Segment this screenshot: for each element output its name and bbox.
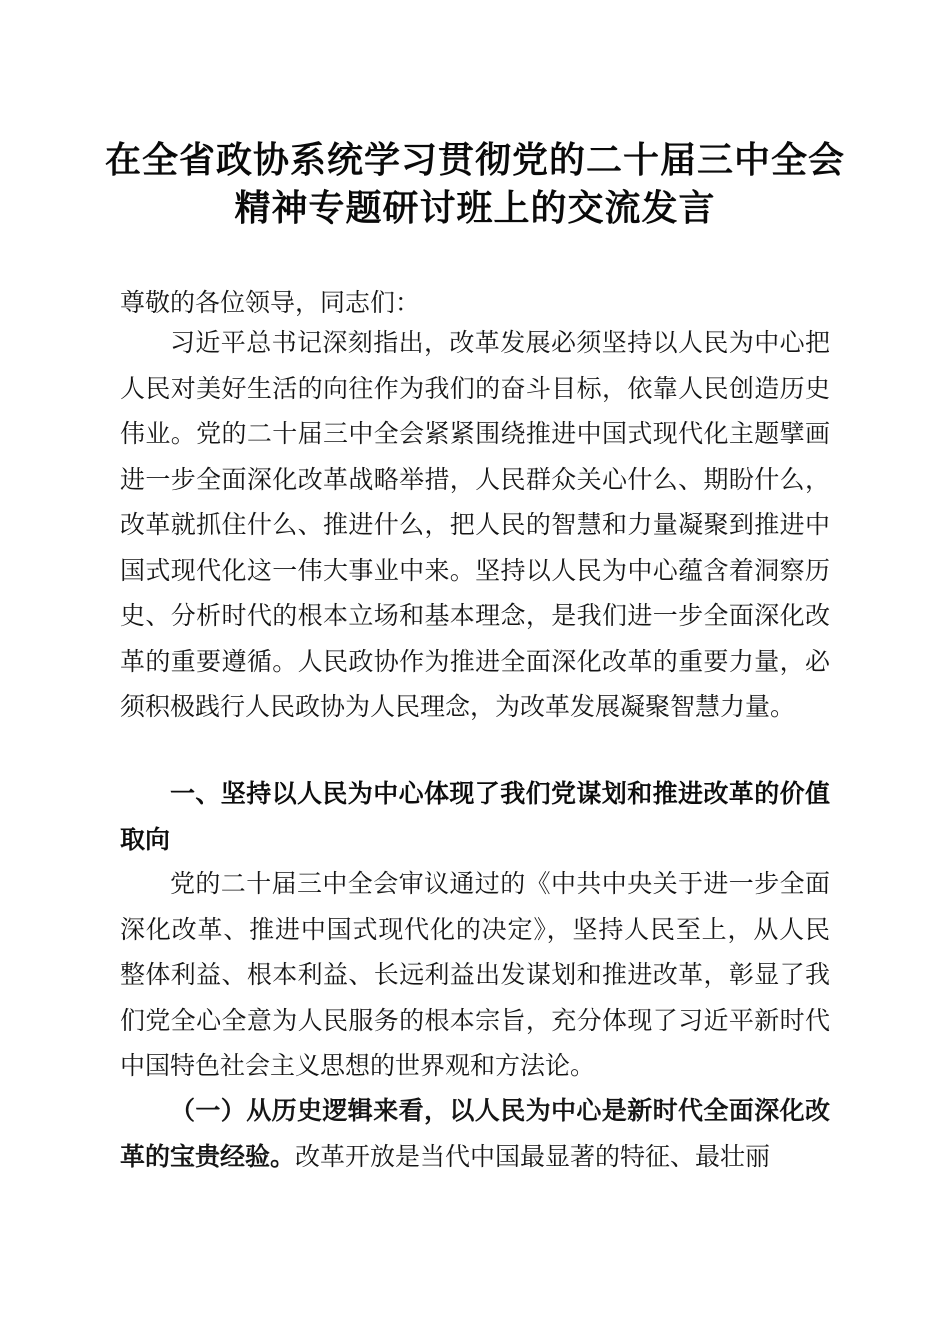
subsection-heading-1: （一）从历史逻辑来看，以人民为中心是新时代全面深化改革的宝贵经验。 — [120, 1096, 830, 1171]
section-heading-1: 一、坚持以人民为中心体现了我们党谋划和推进改革的价值取向 — [120, 779, 830, 854]
paragraph-section-1: 党的二十届三中全会审议通过的《中共中央关于进一步全面深化改革、推进中国式现代化的决定》，坚持人民至上，从人民整体利益、根本利益、长远利益出发谋划和推进改革，彰显了我们党全心全意为人民服务的根本宗旨，充分体现了习近平新时代中国特色社会主义思想的世界观和方法论。 — [120, 869, 830, 1080]
paragraph-subsection-1 — [120, 1088, 830, 1179]
document-title-line-2: 精神专题研讨班上的交流发言 — [234, 187, 716, 229]
paragraph-subsection-1-text: 改革开放是当代中国最显著的特征、最壮丽 — [295, 1141, 771, 1171]
document-title-line-1: 在全省政协系统学习贯彻党的二十届三中全会 — [104, 139, 845, 181]
salutation: 尊敬的各位领导，同志们： — [120, 288, 421, 317]
paragraph-intro: 习近平总书记深刻指出，改革发展必须坚持以人民为中心把人民对美好生活的向往作为我们的奋斗目标，依靠人民创造历史伟业。党的二十届三中全会紧紧围绕推进中国式现代化主题擘画进一步全面深化改革战略举措，人民群众关心什么、期盼什么，改革就抓住什么、推进什么，把人民的智慧和力量凝聚到推进中国式现代化这一伟大事业中来。坚持以人民为中心蕴含着洞察历史、分析时代的根本立场和基本理念，是我们进一步全面深化改革的重要遵循。人民政协作为推进全面深化改革的重要力量，必须积极践行人民政协为人民理念，为改革发展凝聚智慧力量。 — [120, 328, 830, 721]
